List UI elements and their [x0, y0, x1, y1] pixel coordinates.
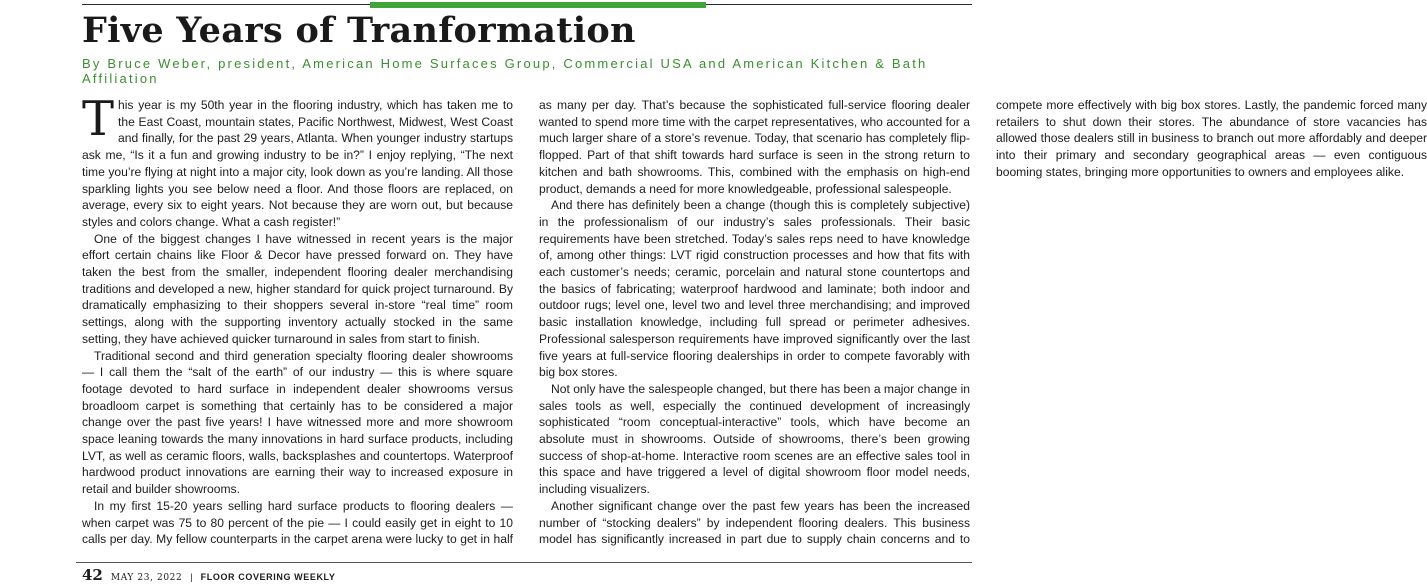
article-paragraph-4: In my first 15-20 years selling hard surface products to flooring dealers — when carpet was 75 to 80 percent of the pie — I could easily get in eight to 10 calls per day. My fellow counterparts in the carpet arena were lucky to get in half as many per day. That’s because the sophisticated full-service flooring dealer wanted to spend more time with the carpet representatives, who accounted for a much larger share of a store’s revenue. Today, that scenario has completely flip-flopped. Part of that shift towards hard surface is seen in the strong return to kitchen and bath showrooms. This, combined with the emphasis on high-end product, demands a need for more knowledgeable, professional salespeople. [82, 98, 970, 547]
article-paragraph-5: And there has definitely been a change (though this is completely subjective) in the professionalism of our industry’s sales professionals. Their basic requirements have been stretched. Today’s sales reps need to have knowledge of, among other things: LVT rigid construction processes and how that fits with each customer’s needs; ceramic, porcelain and natural stone countertops and the basics of fabricating; waterproof hardwood and laminate; both indoor and outdoor rugs; level one, level two and level three merchandising; and improved basic installation knowledge, including full spread or perimeter adhesives. Professional salesperson requirements have improved significantly over the last five years at full-service flooring dealerships in order to compete favorably with big box stores. [539, 198, 970, 380]
issue-date: MAY 23, 2022 [110, 573, 183, 583]
article-title: Five Years of Tranformation [82, 10, 636, 51]
article-paragraph-7: Another significant change over the past few years has been the increased number of “stocking dealers” by independent flooring dealers. This business model has significantly increased in part due to supply chain concerns and to compete more effectively with big box stores. Lastly, the pandemic forced many retailers to shut down their stores. The abundance of store vacancies has allowed those dealers still in business to branch out more affordably and deeper into their primary and secondary geographical areas — even contiguous booming states, bringing more opportunities to owners and employees alike. [539, 98, 1427, 547]
article-body [82, 91, 1427, 557]
page-number: 42 [82, 566, 103, 584]
paragraph-text: his year is my 50th year in the flooring industry, which has taken me to the East Coast, mountain states, Pacific Northwest, Midwest, West Coast and finally, for the past 29 years, Atlanta. When younger industry startups ask me, “Is it a fun and growing industry to be in?” I enjoy replying, “The next time you’re flying at night into a major city, look down as you’re landing. All those sparkling lights you see below need a floor. And those floors are replaced, on average, every six to eight years. Not because they are worn out, but because styles and colors change. What a cash register!” [82, 98, 513, 229]
article-paragraph-2: One of the biggest changes I have witnessed in recent years is the major effort certain chains like Floor & Decor have pressed forward on. They have taken the best from the smaller, independent flooring dealer merchandising traditions and developed a new, higher standard for quick project turnaround. By dramatically emphasizing to their shoppers several in-store “real time” room settings, along with the supporting inventory actually stocked in the same setting, they have achieved quicker turnaround in sales from start to finish. [82, 231, 513, 346]
page-footer [82, 566, 335, 584]
footer-rule [76, 562, 972, 563]
drop-cap: T [82, 91, 115, 147]
article-paragraph-1 [82, 91, 513, 231]
article-byline: By Bruce Weber, president, American Home Surfaces Group, Commercial USA and American Kitchen & Bath Affiliation [82, 56, 928, 86]
article-paragraph-3: Traditional second and third generation specialty flooring dealer showrooms — I call them the “salt of the earth” of our industry — this is where square footage devoted to hard surface in independent dealer showrooms versus broadloom carpet is something that certainly has to be considered a major change over the past five years! I have witnessed more and more showroom space leaning towards the many innovations in hard surface products, including LVT, as well as ceramic floors, walls, backsplashes and countertops. Waterproof hardwood product innovations are earning their way to increased exposure in retail and builder showrooms. [82, 348, 513, 497]
top-accent-bar [370, 2, 706, 8]
footer-separator: | [190, 572, 193, 582]
publication-name: FLOOR COVERING WEEKLY [200, 572, 336, 582]
article-paragraph-6: Not only have the salespeople changed, but there has been a major change in sales tools as well, especially the continued development of increasingly sophisticated “room conceptual-interactive” tools, which have become an absolute must in showrooms. Outside of showrooms, there’s been growing success of shop-at-home. Interactive room scenes are an effective sales tool in this space and have triggered a level of digital showroom floor model needs, including visualizers. [539, 381, 970, 497]
